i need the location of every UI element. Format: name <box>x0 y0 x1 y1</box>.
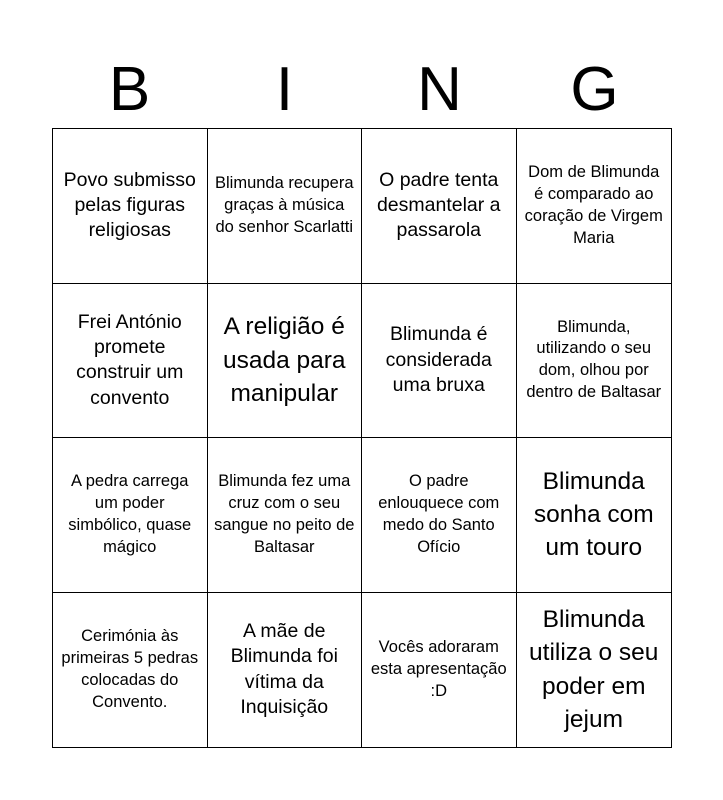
bingo-header <box>52 52 672 128</box>
header-letter-b: B <box>108 55 151 124</box>
bingo-card-grid <box>52 128 672 748</box>
bingo-cell[interactable]: Blimunda sonha com um touro <box>517 438 672 593</box>
bingo-cell[interactable]: Blimunda utiliza o seu poder em jejum <box>529 606 659 734</box>
header-letter-i: I <box>275 55 294 124</box>
bingo-cell[interactable]: Frei António promete construir um convento <box>53 284 208 439</box>
bingo-cell[interactable]: O padre enlouquece com medo do Santo Ofício <box>362 438 517 593</box>
bingo-cell[interactable]: Dom de Blimunda é comparado ao coração de Virgem Maria <box>517 129 672 284</box>
bingo-cell[interactable]: Blimunda recupera graças à música do senhor Scarlatti <box>208 129 363 284</box>
bingo-cell[interactable]: Cerimónia às primeiras 5 pedras colocadas do Convento. <box>53 593 208 748</box>
bingo-cell[interactable]: Vocês adoraram esta apresentação :D <box>362 593 517 748</box>
bingo-cell[interactable]: Blimunda é considerada uma bruxa <box>362 284 517 439</box>
bingo-cell[interactable]: Blimunda, utilizando o seu dom, olhou por dentro de Baltasar <box>517 284 672 439</box>
header-letter-n: N <box>417 55 462 124</box>
bingo-cell[interactable]: A mãe de Blimunda foi vítima da Inquisição <box>208 593 363 748</box>
bingo-cell[interactable]: O padre tenta desmantelar a passarola <box>362 129 517 284</box>
bingo-cell[interactable]: A religião é usada para manipular <box>208 284 363 439</box>
bingo-cell[interactable]: A pedra carrega um poder simbólico, quase mágico <box>53 438 208 593</box>
bingo-cell[interactable]: Povo submisso pelas figuras religiosas <box>53 129 208 284</box>
bingo-cell[interactable]: Blimunda fez uma cruz com o seu sangue no peito de Baltasar <box>208 438 363 593</box>
header-letter-g: G <box>570 55 619 124</box>
